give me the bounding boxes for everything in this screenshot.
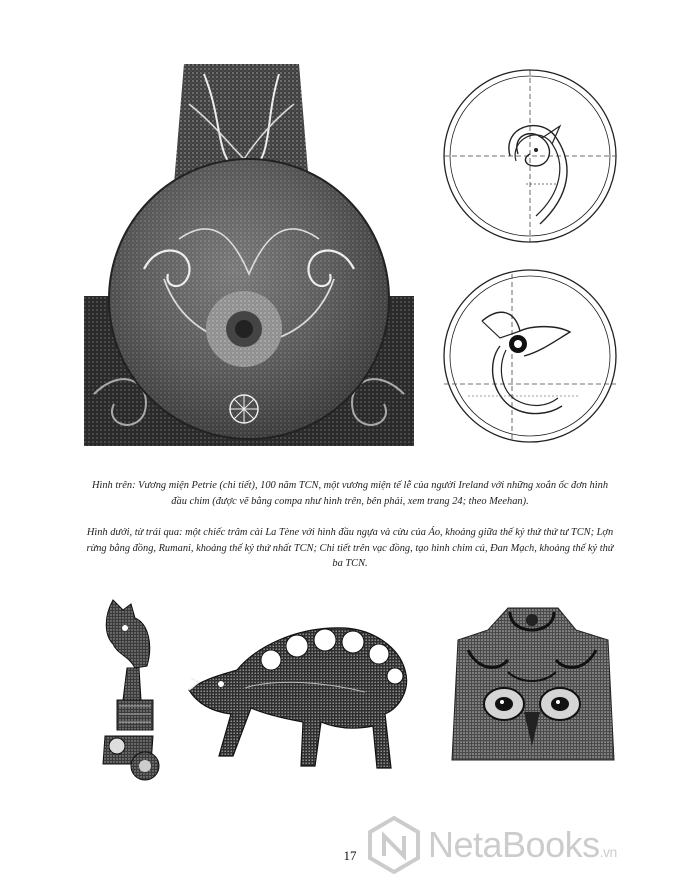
caption-bottom: Hình dưới, từ trái qua: một chiếc trâm cài La Tène với hình đầu ngựa và cừu của Áo, khoảng giữa thế kỷ thứ thứ tư TCN; Lợn rừng bằng đồng, Rumani, khoảng thế kỷ thứ nhất TCN; Chi tiết trên vạc đồng, tạo hình chim cú, Đan Mạch, khoảng thế kỷ thứ ba TCN. <box>86 527 614 569</box>
watermark-name: NetaBooks <box>428 824 600 865</box>
caption-top: Hình trên: Vương miện Petrie (chi tiết), 100 năm TCN, một vương miện tế lễ của người Ireland với những xoắn ốc đơn hình đầu chim (được vẽ bằng compa như hình trên, bên phải, xem trang 24; theo Meehan). <box>91 480 609 507</box>
owl-cauldron-detail-photo <box>448 600 616 762</box>
netabooks-logo-icon <box>366 816 422 874</box>
page-number: 17 <box>343 848 357 863</box>
netabooks-watermark <box>366 812 696 878</box>
compass-diagram-bottom <box>440 266 620 446</box>
watermark-text <box>428 824 617 866</box>
bronze-boar-photo <box>185 618 415 776</box>
watermark-suffix: .vn <box>599 844 617 860</box>
petrie-crown-photo <box>84 64 414 454</box>
compass-diagram-top <box>440 66 620 246</box>
la-tene-brooch-photo <box>95 596 165 782</box>
